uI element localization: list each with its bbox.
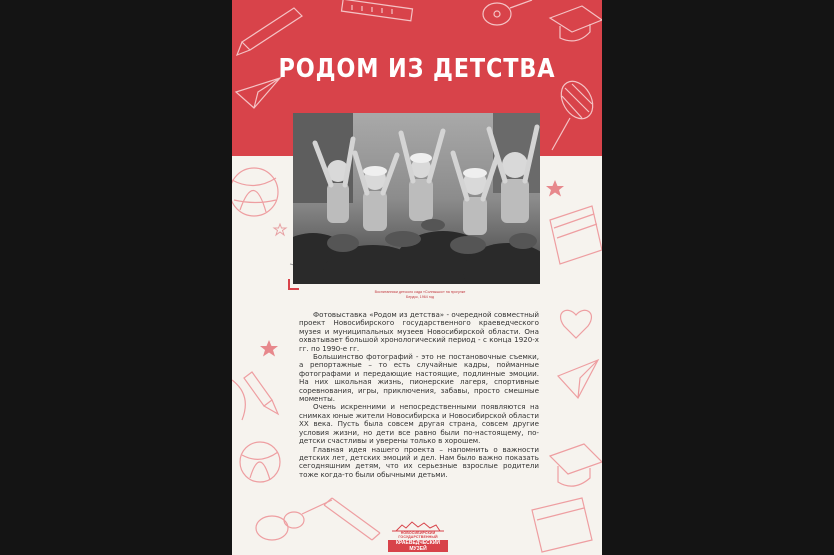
book-icon	[532, 498, 592, 552]
star-icon	[546, 180, 564, 197]
graduation-cap-icon	[550, 444, 602, 486]
photo-caption-date: Бердск, 1964 год	[406, 295, 434, 299]
paragraph: Большинство фотографий - это не постановочные съемки, а репортажные – то есть случайные кадры, пойманные фотографами и передающие настоящие, подлинные эмоции. На них школьная жизнь, пионерские лагеря, спортивные соревнования, игры, приключения, забавы, просто смешные моменты.	[299, 352, 539, 404]
guitar-icon	[483, 0, 532, 25]
graduation-cap-icon	[550, 6, 602, 41]
ball-icon	[232, 168, 278, 216]
heart-icon	[561, 310, 592, 338]
ruler-icon	[342, 0, 413, 21]
poster	[232, 0, 602, 555]
star-icon	[274, 224, 286, 235]
photo-caption-text: Воспитанники детского сада «Солнышко» на прогулке	[374, 290, 466, 294]
pencil-icon	[237, 8, 302, 55]
guitar-icon	[256, 500, 332, 540]
paragraph: Очень искренними и непосредственными появляются на снимках юные жители Новосибирска и Новосибирской области XX века. Пусть была совсем другая страна, совсем другие условия жизни, но дети все равно были по-настоящему, по-детски счастливы и уверены только в хорошем.	[299, 402, 539, 446]
paragraph: Фотовыставка «Родом из детства» - очередной совместный проект Новосибирского государственного краеведческого музея и муниципальных музеев Новосибирской области. Она охватывает большой хронологический период - с конца 1920-х гг. по 1990-е гг.	[299, 310, 539, 353]
paper-plane-icon	[558, 360, 598, 398]
museum-logo	[388, 520, 448, 552]
ruler-icon	[324, 498, 380, 540]
museum-logo-line2: КРАЕВЕДЧЕСКИЙ МУЗЕЙ	[388, 540, 448, 552]
pencil-icon	[232, 372, 278, 420]
museum-logo-icon	[388, 520, 448, 532]
photo-caption	[302, 290, 538, 300]
paragraph: Главная идея нашего проекта – напомнить о важности детских лет, детских эмоций и дел. Нам было важно показать сегодняшним детям, что их серьезные взрослые родители тоже когда-то были обычными детьми.	[299, 444, 539, 479]
poster-title: РОДОМ ИЗ ДЕТСТВА	[278, 54, 556, 84]
children-photo	[293, 113, 540, 284]
ball-icon	[240, 442, 280, 482]
star-icon	[260, 340, 278, 357]
book-icon	[550, 206, 602, 264]
body-text	[299, 311, 539, 479]
badminton-racket-icon	[552, 76, 599, 150]
museum-logo-line1: НОВОСИБИРСКИЙ ГОСУДАРСТВЕННЫЙ	[398, 531, 438, 539]
